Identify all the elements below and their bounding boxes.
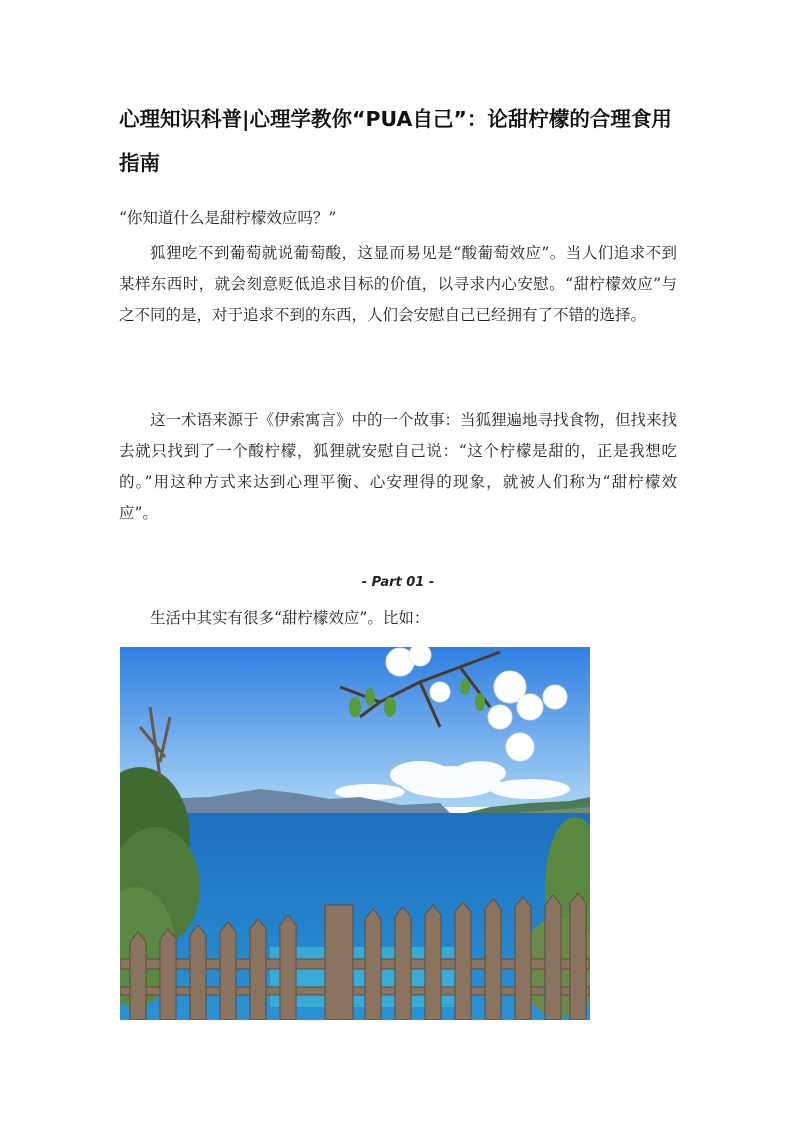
paragraph-aesop-origin: 这一术语来源于《伊索寓言》中的一个故事：当狐狸遍地寻找食物，但找来找去就只找到了一个酸柠檬，狐狸就安慰自己说：“这个柠檬是甜的，正是我想吃的。”用这种方式来达到心理平衡、心安理得的现象，就被人们称为“甜柠檬效应”。	[119, 411, 678, 522]
section-intro: 生活中其实有很多“甜柠檬效应”。比如：	[150, 609, 430, 627]
seaside-photo	[120, 647, 590, 1020]
article-title: 心理知识科普|心理学教你“PUA自己”：论甜柠檬的合理食用指南	[119, 107, 672, 175]
paragraph-sour-grape: 狐狸吃不到葡萄就说葡萄酸，这显而易见是“酸葡萄效应”。当人们追求不到某样东西时，就会刻意贬低追求目标的价值，以寻求内心安慰。“甜柠檬效应”与之不同的是，对于追求不到的东西，人们会安慰自己已经拥有了不错的选择。	[119, 244, 677, 324]
intro-quote: “你知道什么是甜柠檬效应吗？”	[119, 209, 337, 227]
section-label: - Part 01 -	[361, 575, 435, 590]
